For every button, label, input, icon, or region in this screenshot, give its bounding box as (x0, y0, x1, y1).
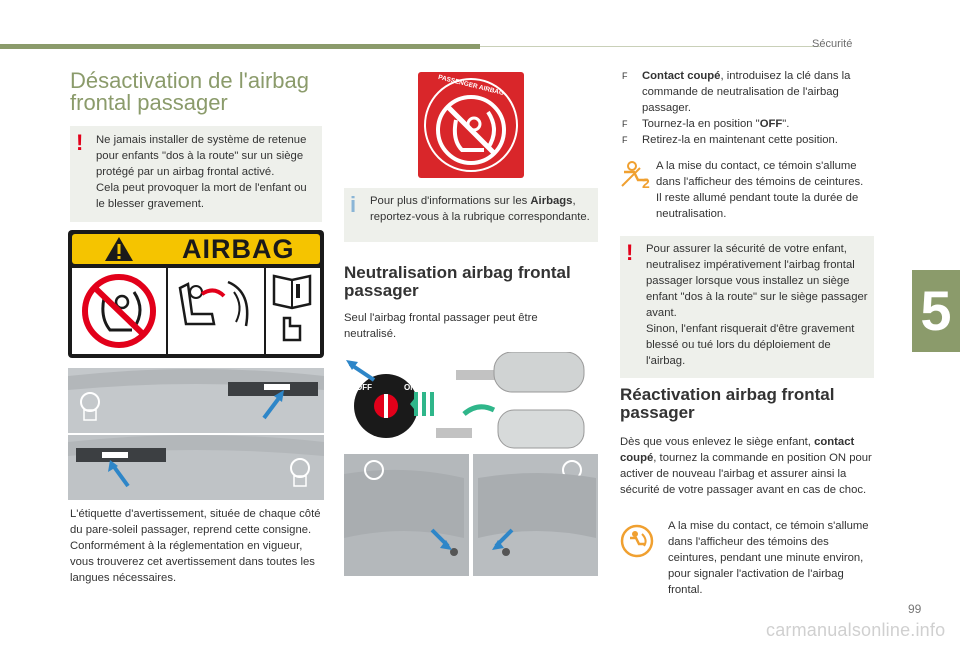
bullet-glyph: F (622, 71, 628, 81)
lamp-on-text: A la mise du contact, ce témoin s'allume dans l'afficheur des témoins des ceintures, pendant une minute environ, pour signaler l'activation de l'airbag frontal. (668, 520, 869, 596)
info-box (344, 188, 598, 242)
info-icon: i (350, 192, 357, 217)
neutralisation-text: Seul l'airbag frontal passager peut être neutralisé. (344, 312, 538, 340)
warning-icon: ! (76, 130, 84, 155)
passenger-airbag-badge (418, 72, 524, 178)
info-text: Pour plus d'informations sur les Airbags, reportez-vous à la rubrique correspondante. (370, 195, 590, 223)
warning-text: Ne jamais installer de système de retenue pour enfants "dos à la route" sur un siège protégé par un airbag frontal activé. Cela peut provoquer la mort de l'enfant ou le blesser gravement. (96, 134, 307, 210)
badge-text: PASSENGER AIRBAG (437, 73, 505, 98)
warning-text-right: Pour assurer la sécurité de votre enfant, neutralisez impérativement l'airbag frontal passager lorsque vous installez un siège enfant "dos à la route" sur le siège passager avant. Sinon, l'enfant risquerait d'être gravement blessé ou tué lors du déploiement de l'airbag. (646, 243, 868, 367)
airbag-on-lamp-icon (620, 524, 654, 558)
instruction-item: F Tournez-la en position "OFF". (622, 118, 790, 130)
airbag-label-figure (68, 230, 324, 358)
chapter-tab: 5 (912, 270, 960, 352)
manual-panel (266, 268, 320, 354)
no-rear-seat-panel (72, 268, 166, 354)
switch-off-label: OFF (356, 383, 372, 392)
header-rule (480, 46, 820, 47)
watermark: carmanualsonline.info (766, 620, 946, 640)
warning-triangle-icon (104, 236, 134, 262)
instruction-item: F Retirez-la en maintenant cette position. (622, 134, 838, 146)
key-switch-figure (344, 352, 598, 450)
reactivation-text: Dès que vous enlevez le siège enfant, contact coupé, tournez la commande en position ON pour activer de nouveau l'airbag et assurer ainsi la sécurité de votre passager avant en cas de choc. (620, 436, 872, 496)
page-number: 99 (908, 602, 922, 616)
seat-airbag-panel (168, 268, 264, 354)
instruction-item: F Contact coupé, introduisez la clé dans la commande de neutralisation de l'airbag passager. (622, 70, 851, 114)
label-banner (72, 234, 320, 264)
instruction-list (622, 68, 874, 148)
bullet-glyph: F (622, 135, 628, 145)
airbag-off-lamp-icon (620, 160, 656, 190)
warning-box-left (70, 126, 322, 222)
warning-box-right (620, 236, 874, 378)
warning-icon: ! (626, 240, 634, 265)
switch-location-figure (344, 454, 598, 576)
svg-text:2: 2 (642, 175, 650, 190)
section-title: Sécurité (812, 38, 853, 50)
sunvisor-figure (68, 368, 324, 500)
bullet-glyph: F (622, 119, 628, 129)
door-panel-illustration (344, 454, 598, 576)
book-icon (266, 268, 320, 354)
switch-on-label: ON (404, 383, 416, 392)
reactivation-heading: Réactivation airbag frontal passager (620, 385, 835, 422)
key-switch-illustration (344, 352, 598, 450)
sunvisor-caption: L'étiquette d'avertissement, située de chaque côté du pare-soleil passager, reprend cette consigne. Conformément à la réglementation en vigueur, vous trouverez cet avertissement dans toutes les langues nécessaires. (70, 508, 321, 584)
seat-airbag-icon (168, 268, 264, 354)
no-child-seat-icon (72, 268, 166, 354)
dashboard-illustration (68, 368, 324, 500)
lamp-off-text: A la mise du contact, ce témoin s'allume dans l'afficheur des témoins de ceintures. Il reste allumé pendant toute la durée de neutralisation. (656, 160, 864, 220)
page-title: Désactivation de l'airbag frontal passager (70, 68, 310, 115)
neutralisation-heading: Neutralisation airbag frontal passager (344, 263, 571, 300)
header-bar (0, 44, 480, 49)
label-sign-text: AIRBAG (182, 234, 295, 264)
